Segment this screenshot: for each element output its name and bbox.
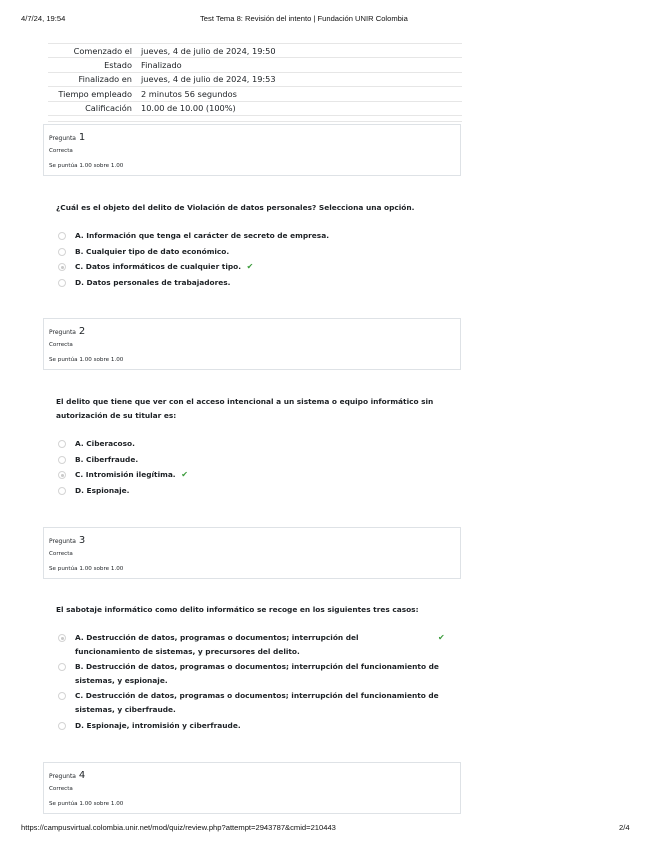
radio-button[interactable] <box>58 279 66 287</box>
summary-value: 10.00 de 10.00 (100%) <box>141 103 236 114</box>
radio-button-checked[interactable] <box>58 634 66 642</box>
answer-text: A. Ciberacoso. <box>75 439 135 448</box>
summary-value: jueves, 4 de julio de 2024, 19:53 <box>141 74 276 85</box>
question-number-value: 3 <box>78 535 86 546</box>
question-number <box>49 131 455 144</box>
summary-label: Estado <box>104 60 132 71</box>
question-grade: Se puntúa 1.00 sobre 1.00 <box>49 801 124 807</box>
question-state: Correcta <box>49 148 73 154</box>
attempt-summary-table <box>48 43 462 122</box>
question-state: Correcta <box>49 786 73 792</box>
question-text-1: ¿Cuál es el objeto del delito de Violación de datos personales? Selecciona una opción. <box>56 203 415 212</box>
question-number-value: 2 <box>78 326 86 337</box>
answer-option[interactable] <box>58 660 453 687</box>
question-label: Pregunta <box>49 329 76 336</box>
radio-button[interactable] <box>58 248 66 256</box>
radio-button[interactable] <box>58 663 66 671</box>
answer-list-2 <box>58 437 458 499</box>
answer-option[interactable] <box>58 437 458 451</box>
page-url: https://campusvirtual.colombia.unir.net/mod/quiz/review.php?attempt=2943787&cmid=210443 <box>21 823 336 832</box>
radio-button[interactable] <box>58 232 66 240</box>
summary-value: 2 minutos 56 segundos <box>141 88 237 99</box>
summary-label: Tiempo empleado <box>58 88 132 99</box>
question-label: Pregunta <box>49 135 76 142</box>
answer-option[interactable] <box>58 689 453 716</box>
question-state: Correcta <box>49 551 73 557</box>
question-label: Pregunta <box>49 538 76 545</box>
answer-text: A. Información que tenga el carácter de secreto de empresa. <box>75 231 329 240</box>
summary-row <box>48 101 462 115</box>
radio-button-checked[interactable] <box>58 471 66 479</box>
radio-button[interactable] <box>58 456 66 464</box>
answer-list-3 <box>58 631 453 734</box>
answer-text: C. Datos informáticos de cualquier tipo. <box>75 262 242 272</box>
summary-value: Finalizado <box>141 60 182 71</box>
summary-label: Calificación <box>85 103 132 114</box>
summary-label: Finalizado en <box>78 74 132 85</box>
answer-option-selected[interactable] <box>58 468 458 482</box>
question-info-4 <box>43 762 461 814</box>
question-number <box>49 325 455 338</box>
answer-text: B. Cualquier tipo de dato económico. <box>75 246 230 256</box>
answer-option-selected[interactable] <box>58 260 458 274</box>
summary-row <box>48 87 462 101</box>
radio-button[interactable] <box>58 440 66 448</box>
answer-option-selected[interactable] <box>58 631 453 658</box>
answer-text: D. Espionaje. <box>75 485 130 495</box>
question-info-3 <box>43 527 461 579</box>
question-number <box>49 534 455 547</box>
answer-option[interactable] <box>58 245 458 259</box>
question-text-3: El sabotaje informático como delito informático se recoge en los siguientes tres casos: <box>56 605 419 614</box>
answer-text: A. Destrucción de datos, programas o documentos; interrupción del funcionamiento de sistemas, y precursores del delito. <box>75 633 359 656</box>
page-number: 2/4 <box>619 823 630 832</box>
answer-text: C. Destrucción de datos, programas o documentos; interrupción del funcionamiento de sistemas, y ciberfraude. <box>75 691 439 714</box>
summary-row <box>48 58 462 72</box>
print-date: 4/7/24, 19:54 <box>21 14 66 23</box>
question-grade: Se puntúa 1.00 sobre 1.00 <box>49 163 124 169</box>
correct-check-icon: ✔ <box>246 262 254 272</box>
print-footer <box>0 823 655 835</box>
print-header <box>0 14 655 26</box>
question-grade: Se puntúa 1.00 sobre 1.00 <box>49 357 124 363</box>
correct-check-icon: ✔ <box>438 633 445 642</box>
answer-text: B. Ciberfraude. <box>75 454 139 464</box>
answer-text: D. Espionaje, intromisión y ciberfraude. <box>75 720 241 730</box>
answer-list-1 <box>58 229 458 291</box>
summary-row <box>48 72 462 86</box>
question-number-value: 4 <box>78 770 86 781</box>
summary-label: Comenzado el <box>73 45 132 56</box>
answer-text: D. Datos personales de trabajadores. <box>75 277 231 287</box>
question-label: Pregunta <box>49 773 76 780</box>
question-info-2 <box>43 318 461 370</box>
summary-value: jueves, 4 de julio de 2024, 19:50 <box>141 45 276 56</box>
answer-option[interactable] <box>58 229 458 243</box>
radio-button-checked[interactable] <box>58 263 66 271</box>
correct-check-icon: ✔ <box>181 470 188 480</box>
question-grade: Se puntúa 1.00 sobre 1.00 <box>49 566 124 572</box>
question-number <box>49 769 455 782</box>
answer-text: C. Intromisión ilegítima. <box>75 470 176 480</box>
summary-row <box>48 44 462 58</box>
answer-option[interactable] <box>58 453 458 467</box>
answer-option[interactable] <box>58 484 458 498</box>
question-number-value: 1 <box>78 132 86 143</box>
answer-option[interactable] <box>58 719 453 733</box>
print-title: Test Tema 8: Revisión del intento | Fundación UNIR Colombia <box>200 14 408 23</box>
question-text-2: El delito que tiene que ver con el acceso intencional a un sistema o equipo informático sin autorización de su titular es: <box>56 397 434 420</box>
radio-button[interactable] <box>58 692 66 700</box>
question-info-1 <box>43 124 461 176</box>
radio-button[interactable] <box>58 722 66 730</box>
answer-text: B. Destrucción de datos, programas o documentos; interrupción del funcionamiento de sistemas, y espionaje. <box>75 662 439 685</box>
answer-option[interactable] <box>58 276 458 290</box>
radio-button[interactable] <box>58 487 66 495</box>
summary-spacer <box>48 115 462 121</box>
question-state: Correcta <box>49 342 73 348</box>
